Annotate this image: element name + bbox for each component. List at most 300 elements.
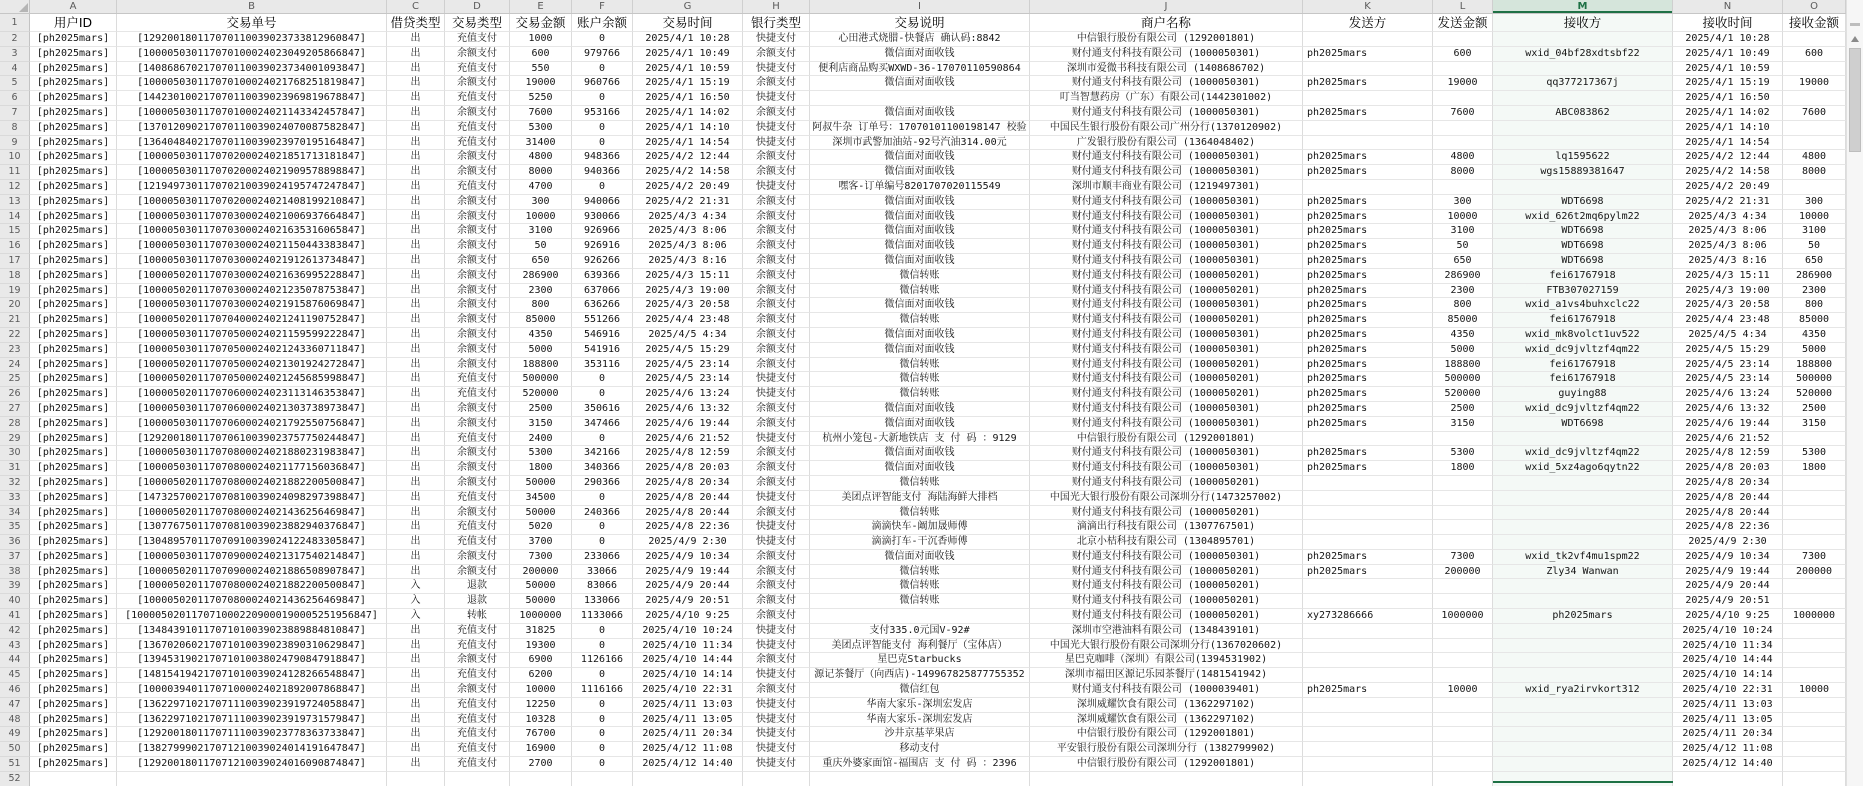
cell-J29[interactable]: 中信银行股份有限公司 (1292001801)	[1030, 432, 1303, 447]
cell-G5[interactable]: 2025/4/1 15:19	[633, 76, 743, 91]
cell-N49[interactable]: 2025/4/11 20:34	[1673, 727, 1783, 742]
cell-B42[interactable]: [134843910117071010039023889884810847]	[117, 624, 387, 639]
cell-B16[interactable]: [100005030117070300024021150443383847]	[117, 239, 387, 254]
cell-L24[interactable]: 188800	[1433, 358, 1493, 373]
row-number-42[interactable]: 42	[0, 624, 30, 639]
cell-K3[interactable]: ph2025mars	[1303, 47, 1433, 62]
cell-F18[interactable]: 639366	[572, 269, 633, 284]
cell-F15[interactable]: 926966	[572, 224, 633, 239]
cell-C34[interactable]: 出	[387, 506, 445, 521]
cell-G48[interactable]: 2025/4/11 13:05	[633, 713, 743, 728]
cell-E40[interactable]: 50000	[510, 594, 572, 609]
cell-O32[interactable]	[1783, 476, 1846, 491]
cell-B39[interactable]: [100005020117070800024021882200500847]	[117, 579, 387, 594]
cell-D20[interactable]: 余额支付	[445, 298, 510, 313]
cell-L29[interactable]	[1433, 432, 1493, 447]
cell-F33[interactable]: 0	[572, 491, 633, 506]
cell-L28[interactable]: 3150	[1433, 417, 1493, 432]
cell-N23[interactable]: 2025/4/5 15:29	[1673, 343, 1783, 358]
cell-O34[interactable]	[1783, 506, 1846, 521]
cell-N37[interactable]: 2025/4/9 10:34	[1673, 550, 1783, 565]
cell-G10[interactable]: 2025/4/2 12:44	[633, 150, 743, 165]
cell-E24[interactable]: 188800	[510, 358, 572, 373]
cell-A12[interactable]: [ph2025mars]	[30, 180, 117, 195]
cell-F47[interactable]: 0	[572, 698, 633, 713]
cell-K14[interactable]: ph2025mars	[1303, 210, 1433, 225]
cell-D40[interactable]: 退款	[445, 594, 510, 609]
cell-I38[interactable]: 微信转账	[810, 565, 1030, 580]
cell-C41[interactable]: 入	[387, 609, 445, 624]
cell-H43[interactable]: 快捷支付	[743, 639, 810, 654]
cell-K7[interactable]: ph2025mars	[1303, 106, 1433, 121]
cell-D21[interactable]: 余额支付	[445, 313, 510, 328]
cell-D22[interactable]: 余额支付	[445, 328, 510, 343]
cell-F3[interactable]: 979766	[572, 47, 633, 62]
cell-N32[interactable]: 2025/4/8 20:34	[1673, 476, 1783, 491]
column-header-C[interactable]: C	[387, 0, 445, 13]
cell-K20[interactable]: ph2025mars	[1303, 298, 1433, 313]
cell-O46[interactable]: 10000	[1783, 683, 1846, 698]
cell-O35[interactable]	[1783, 520, 1846, 535]
cell-A42[interactable]: [ph2025mars]	[30, 624, 117, 639]
cell-A40[interactable]: [ph2025mars]	[30, 594, 117, 609]
cell-L13[interactable]: 300	[1433, 195, 1493, 210]
cell-C39[interactable]: 入	[387, 579, 445, 594]
cell-J51[interactable]: 中信银行股份有限公司 (1292001801)	[1030, 757, 1303, 772]
cell-K25[interactable]: ph2025mars	[1303, 372, 1433, 387]
cell-M16[interactable]: WDT6698	[1493, 239, 1673, 254]
cell-N14[interactable]: 2025/4/3 4:34	[1673, 210, 1783, 225]
header-cell-O1[interactable]: 接收金额	[1783, 14, 1846, 32]
column-header-H[interactable]: H	[743, 0, 810, 13]
cell-N26[interactable]: 2025/4/6 13:24	[1673, 387, 1783, 402]
header-cell-H1[interactable]: 银行类型	[743, 14, 810, 32]
cell-A47[interactable]: [ph2025mars]	[30, 698, 117, 713]
cell-B50[interactable]: [138279990217071210039024014191647847]	[117, 742, 387, 757]
cell-F43[interactable]: 0	[572, 639, 633, 654]
row-number-47[interactable]: 47	[0, 698, 30, 713]
cell-G23[interactable]: 2025/4/5 15:29	[633, 343, 743, 358]
cell-I27[interactable]: 微信面对面收钱	[810, 402, 1030, 417]
cell-G39[interactable]: 2025/4/9 20:44	[633, 579, 743, 594]
cell-J43[interactable]: 中国光大银行股份有限公司深圳分行(1367020602)	[1030, 639, 1303, 654]
cell-J26[interactable]: 财付通支付科技有限公司 (1000050201)	[1030, 387, 1303, 402]
cell-G27[interactable]: 2025/4/6 13:32	[633, 402, 743, 417]
cell-M21[interactable]: fei61767918	[1493, 313, 1673, 328]
cell-O42[interactable]	[1783, 624, 1846, 639]
cell-F48[interactable]: 0	[572, 713, 633, 728]
cell-G8[interactable]: 2025/4/1 14:10	[633, 121, 743, 136]
cell-C38[interactable]: 出	[387, 565, 445, 580]
cell-N18[interactable]: 2025/4/3 15:11	[1673, 269, 1783, 284]
cell-M30[interactable]: wxid_dc9jvltzf4qm22	[1493, 446, 1673, 461]
cell-G4[interactable]: 2025/4/1 10:59	[633, 62, 743, 77]
cell-A3[interactable]: [ph2025mars]	[30, 47, 117, 62]
cell-A45[interactable]: [ph2025mars]	[30, 668, 117, 683]
cell-L17[interactable]: 650	[1433, 254, 1493, 269]
cell-F35[interactable]: 0	[572, 520, 633, 535]
cell-H44[interactable]: 余额支付	[743, 653, 810, 668]
cell-D10[interactable]: 余额支付	[445, 150, 510, 165]
cell-B19[interactable]: [100005020117070300024021235078753847]	[117, 284, 387, 299]
cell-A44[interactable]: [ph2025mars]	[30, 653, 117, 668]
cell-C3[interactable]: 出	[387, 47, 445, 62]
cell-H24[interactable]: 余额支付	[743, 358, 810, 373]
cell-K45[interactable]	[1303, 668, 1433, 683]
cell-B29[interactable]: [129200180117070610039023757750244847]	[117, 432, 387, 447]
cell-L42[interactable]	[1433, 624, 1493, 639]
cell-A35[interactable]: [ph2025mars]	[30, 520, 117, 535]
cell-J39[interactable]: 财付通支付科技有限公司 (1000050201)	[1030, 579, 1303, 594]
column-header-O[interactable]: O	[1783, 0, 1846, 13]
cell-J50[interactable]: 平安银行股份有限公司深圳分行 (1382799902)	[1030, 742, 1303, 757]
cell-O6[interactable]	[1783, 91, 1846, 106]
cell-C11[interactable]: 出	[387, 165, 445, 180]
cell-M48[interactable]	[1493, 713, 1673, 728]
cell-O4[interactable]	[1783, 62, 1846, 77]
cell-O48[interactable]	[1783, 713, 1846, 728]
cell-G19[interactable]: 2025/4/3 19:00	[633, 284, 743, 299]
cell-K24[interactable]: ph2025mars	[1303, 358, 1433, 373]
cell-B36[interactable]: [130489570117070910039024122483305847]	[117, 535, 387, 550]
cell-O3[interactable]: 600	[1783, 47, 1846, 62]
cell-N41[interactable]: 2025/4/10 9:25	[1673, 609, 1783, 624]
cell-L21[interactable]: 85000	[1433, 313, 1493, 328]
cell-L38[interactable]: 200000	[1433, 565, 1493, 580]
row-number-18[interactable]: 18	[0, 269, 30, 284]
cell-E18[interactable]: 286900	[510, 269, 572, 284]
cell-F2[interactable]: 0	[572, 32, 633, 47]
cell-M26[interactable]: guying88	[1493, 387, 1673, 402]
cell-O39[interactable]	[1783, 579, 1846, 594]
cell-I13[interactable]: 微信面对面收钱	[810, 195, 1030, 210]
cell-I19[interactable]: 微信转账	[810, 284, 1030, 299]
cell-J8[interactable]: 中国民生银行股份有限公司广州分行(1370120902)	[1030, 121, 1303, 136]
cell-K12[interactable]	[1303, 180, 1433, 195]
cell-H18[interactable]: 余额支付	[743, 269, 810, 284]
cell-N43[interactable]: 2025/4/10 11:34	[1673, 639, 1783, 654]
cell-B5[interactable]: [100005030117070100024021768251819847]	[117, 76, 387, 91]
cell-M42[interactable]	[1493, 624, 1673, 639]
column-header-F[interactable]: F	[572, 0, 633, 13]
cell-C30[interactable]: 出	[387, 446, 445, 461]
cell-K26[interactable]: ph2025mars	[1303, 387, 1433, 402]
cell-B2[interactable]: [129200180117070110039023733812960847]	[117, 32, 387, 47]
cell-M5[interactable]: qq377217367j	[1493, 76, 1673, 91]
cell-B7[interactable]: [100005030117070100024021143342457847]	[117, 106, 387, 121]
cell-H4[interactable]: 快捷支付	[743, 62, 810, 77]
row-number-26[interactable]: 26	[0, 387, 30, 402]
cell-H49[interactable]: 快捷支付	[743, 727, 810, 742]
cell-L34[interactable]	[1433, 506, 1493, 521]
cell-N21[interactable]: 2025/4/4 23:48	[1673, 313, 1783, 328]
cell-E22[interactable]: 4350	[510, 328, 572, 343]
cell-C17[interactable]: 出	[387, 254, 445, 269]
cell-K43[interactable]	[1303, 639, 1433, 654]
cell-M44[interactable]	[1493, 653, 1673, 668]
cell-K4[interactable]	[1303, 62, 1433, 77]
row-number-2[interactable]: 2	[0, 32, 30, 47]
cell-G41[interactable]: 2025/4/10 9:25	[633, 609, 743, 624]
cell-I18[interactable]: 微信转账	[810, 269, 1030, 284]
row-number-6[interactable]: 6	[0, 91, 30, 106]
cell-F23[interactable]: 541916	[572, 343, 633, 358]
cell-L37[interactable]: 7300	[1433, 550, 1493, 565]
cell-I12[interactable]: 嘿客-订单编号8201707020115549	[810, 180, 1030, 195]
cell-E31[interactable]: 1800	[510, 461, 572, 476]
cell-G17[interactable]: 2025/4/3 8:16	[633, 254, 743, 269]
cell-G52[interactable]	[633, 772, 743, 786]
cell-K32[interactable]	[1303, 476, 1433, 491]
cell-C23[interactable]: 出	[387, 343, 445, 358]
cell-F7[interactable]: 953166	[572, 106, 633, 121]
cell-H41[interactable]: 余额支付	[743, 609, 810, 624]
cell-K5[interactable]: ph2025mars	[1303, 76, 1433, 91]
cell-G7[interactable]: 2025/4/1 14:02	[633, 106, 743, 121]
cell-I3[interactable]: 微信面对面收钱	[810, 47, 1030, 62]
cell-G40[interactable]: 2025/4/9 20:51	[633, 594, 743, 609]
cell-N27[interactable]: 2025/4/6 13:32	[1673, 402, 1783, 417]
cell-C16[interactable]: 出	[387, 239, 445, 254]
cell-A33[interactable]: [ph2025mars]	[30, 491, 117, 506]
cell-G15[interactable]: 2025/4/3 8:06	[633, 224, 743, 239]
cell-A43[interactable]: [ph2025mars]	[30, 639, 117, 654]
cell-K50[interactable]	[1303, 742, 1433, 757]
header-cell-F1[interactable]: 账户余额	[572, 14, 633, 32]
cell-M46[interactable]: wxid_rya2irvkort312	[1493, 683, 1673, 698]
cell-B52[interactable]	[117, 772, 387, 786]
cell-K2[interactable]	[1303, 32, 1433, 47]
cell-A31[interactable]: [ph2025mars]	[30, 461, 117, 476]
cell-H50[interactable]: 快捷支付	[743, 742, 810, 757]
cell-B10[interactable]: [100005030117070200024021851713181847]	[117, 150, 387, 165]
cell-F9[interactable]: 0	[572, 136, 633, 151]
cell-N40[interactable]: 2025/4/9 20:51	[1673, 594, 1783, 609]
cell-D46[interactable]: 余额支付	[445, 683, 510, 698]
cell-M49[interactable]	[1493, 727, 1673, 742]
row-number-40[interactable]: 40	[0, 594, 30, 609]
cell-B17[interactable]: [100005030117070300024021912613734847]	[117, 254, 387, 269]
cell-I46[interactable]: 微信红包	[810, 683, 1030, 698]
cell-I35[interactable]: 滴滴快车-阚加晟师傅	[810, 520, 1030, 535]
cell-I7[interactable]: 微信面对面收钱	[810, 106, 1030, 121]
cell-J23[interactable]: 财付通支付科技有限公司 (1000050301)	[1030, 343, 1303, 358]
cell-G6[interactable]: 2025/4/1 16:50	[633, 91, 743, 106]
row-number-27[interactable]: 27	[0, 402, 30, 417]
cell-K33[interactable]	[1303, 491, 1433, 506]
cell-A52[interactable]	[30, 772, 117, 786]
cell-L7[interactable]: 7600	[1433, 106, 1493, 121]
cell-A37[interactable]: [ph2025mars]	[30, 550, 117, 565]
cell-J20[interactable]: 财付通支付科技有限公司 (1000050301)	[1030, 298, 1303, 313]
row-number-21[interactable]: 21	[0, 313, 30, 328]
cell-I28[interactable]: 微信面对面收钱	[810, 417, 1030, 432]
cell-B47[interactable]: [136229710217071110039023919724058847]	[117, 698, 387, 713]
cell-E28[interactable]: 3150	[510, 417, 572, 432]
cell-L9[interactable]	[1433, 136, 1493, 151]
cell-H12[interactable]: 快捷支付	[743, 180, 810, 195]
cell-D49[interactable]: 充值支付	[445, 727, 510, 742]
cell-I17[interactable]: 微信面对面收钱	[810, 254, 1030, 269]
cell-G25[interactable]: 2025/4/5 23:14	[633, 372, 743, 387]
cell-A28[interactable]: [ph2025mars]	[30, 417, 117, 432]
cell-L44[interactable]	[1433, 653, 1493, 668]
cell-M51[interactable]	[1493, 757, 1673, 772]
cell-K19[interactable]: ph2025mars	[1303, 284, 1433, 299]
cell-H28[interactable]: 余额支付	[743, 417, 810, 432]
cell-I26[interactable]: 微信转账	[810, 387, 1030, 402]
cell-F37[interactable]: 233066	[572, 550, 633, 565]
cell-D2[interactable]: 充值支付	[445, 32, 510, 47]
cell-M19[interactable]: FTB307027159	[1493, 284, 1673, 299]
cell-C40[interactable]: 入	[387, 594, 445, 609]
cell-A24[interactable]: [ph2025mars]	[30, 358, 117, 373]
cell-O33[interactable]	[1783, 491, 1846, 506]
cell-F16[interactable]: 926916	[572, 239, 633, 254]
cell-J47[interactable]: 深圳威耀饮食有限公司 (1362297102)	[1030, 698, 1303, 713]
cell-J33[interactable]: 中国光大银行股份有限公司深圳分行(1473257002)	[1030, 491, 1303, 506]
cell-E16[interactable]: 50	[510, 239, 572, 254]
cell-H20[interactable]: 余额支付	[743, 298, 810, 313]
cell-L8[interactable]	[1433, 121, 1493, 136]
cell-E50[interactable]: 16900	[510, 742, 572, 757]
column-header-I[interactable]: I	[810, 0, 1030, 13]
cell-C10[interactable]: 出	[387, 150, 445, 165]
cell-J24[interactable]: 财付通支付科技有限公司 (1000050201)	[1030, 358, 1303, 373]
cell-N44[interactable]: 2025/4/10 14:44	[1673, 653, 1783, 668]
cell-O45[interactable]	[1783, 668, 1846, 683]
cell-G14[interactable]: 2025/4/3 4:34	[633, 210, 743, 225]
cell-A14[interactable]: [ph2025mars]	[30, 210, 117, 225]
cell-B18[interactable]: [100005020117070300024021636995228847]	[117, 269, 387, 284]
cell-J34[interactable]: 财付通支付科技有限公司 (1000050201)	[1030, 506, 1303, 521]
cell-G37[interactable]: 2025/4/9 10:34	[633, 550, 743, 565]
cell-F50[interactable]: 0	[572, 742, 633, 757]
cell-F29[interactable]: 0	[572, 432, 633, 447]
cell-C26[interactable]: 出	[387, 387, 445, 402]
cell-K40[interactable]	[1303, 594, 1433, 609]
row-number-3[interactable]: 3	[0, 47, 30, 62]
cell-N51[interactable]: 2025/4/12 14:40	[1673, 757, 1783, 772]
cell-E45[interactable]: 6200	[510, 668, 572, 683]
cell-M38[interactable]: Zly34 Wanwan	[1493, 565, 1673, 580]
cell-N19[interactable]: 2025/4/3 19:00	[1673, 284, 1783, 299]
row-number-35[interactable]: 35	[0, 520, 30, 535]
cell-O13[interactable]: 300	[1783, 195, 1846, 210]
cell-N28[interactable]: 2025/4/6 19:44	[1673, 417, 1783, 432]
cell-I36[interactable]: 滴滴打车-干沉香师傅	[810, 535, 1030, 550]
column-header-E[interactable]: E	[510, 0, 572, 13]
cell-D7[interactable]: 余额支付	[445, 106, 510, 121]
cell-M25[interactable]: fei61767918	[1493, 372, 1673, 387]
cell-L16[interactable]: 50	[1433, 239, 1493, 254]
header-cell-I1[interactable]: 交易说明	[810, 14, 1030, 32]
cell-D48[interactable]: 充值支付	[445, 713, 510, 728]
cell-O50[interactable]	[1783, 742, 1846, 757]
cell-E27[interactable]: 2500	[510, 402, 572, 417]
cell-F13[interactable]: 940066	[572, 195, 633, 210]
cell-J41[interactable]: 财付通支付科技有限公司 (1000050201)	[1030, 609, 1303, 624]
cell-L45[interactable]	[1433, 668, 1493, 683]
cell-K23[interactable]: ph2025mars	[1303, 343, 1433, 358]
cell-E25[interactable]: 500000	[510, 372, 572, 387]
cell-G18[interactable]: 2025/4/3 15:11	[633, 269, 743, 284]
cell-C28[interactable]: 出	[387, 417, 445, 432]
cell-N12[interactable]: 2025/4/2 20:49	[1673, 180, 1783, 195]
cell-K8[interactable]	[1303, 121, 1433, 136]
cell-A18[interactable]: [ph2025mars]	[30, 269, 117, 284]
row-number-12[interactable]: 12	[0, 180, 30, 195]
cell-K15[interactable]: ph2025mars	[1303, 224, 1433, 239]
cell-J15[interactable]: 财付通支付科技有限公司 (1000050301)	[1030, 224, 1303, 239]
cell-E4[interactable]: 550	[510, 62, 572, 77]
cell-L36[interactable]	[1433, 535, 1493, 550]
cell-M37[interactable]: wxid_tk2vf4mu1spm22	[1493, 550, 1673, 565]
cell-M15[interactable]: WDT6698	[1493, 224, 1673, 239]
cell-O25[interactable]: 500000	[1783, 372, 1846, 387]
cell-D28[interactable]: 余额支付	[445, 417, 510, 432]
cell-J37[interactable]: 财付通支付科技有限公司 (1000050301)	[1030, 550, 1303, 565]
cell-E43[interactable]: 19300	[510, 639, 572, 654]
cell-C14[interactable]: 出	[387, 210, 445, 225]
cell-N39[interactable]: 2025/4/9 20:44	[1673, 579, 1783, 594]
cell-E13[interactable]: 300	[510, 195, 572, 210]
cell-K21[interactable]: ph2025mars	[1303, 313, 1433, 328]
cell-H38[interactable]: 余额支付	[743, 565, 810, 580]
cell-H10[interactable]: 余额支付	[743, 150, 810, 165]
cell-M2[interactable]	[1493, 32, 1673, 47]
column-header-G[interactable]: G	[633, 0, 743, 13]
cell-I29[interactable]: 杭州小笼包-大新地铁店 支 付 码 ：9129	[810, 432, 1030, 447]
cell-A26[interactable]: [ph2025mars]	[30, 387, 117, 402]
cell-D33[interactable]: 充值支付	[445, 491, 510, 506]
row-number-33[interactable]: 33	[0, 491, 30, 506]
cell-H45[interactable]: 快捷支付	[743, 668, 810, 683]
cell-K28[interactable]: ph2025mars	[1303, 417, 1433, 432]
cell-D29[interactable]: 充值支付	[445, 432, 510, 447]
cell-H9[interactable]: 快捷支付	[743, 136, 810, 151]
cell-G36[interactable]: 2025/4/9 2:30	[633, 535, 743, 550]
cell-O8[interactable]	[1783, 121, 1846, 136]
cell-G45[interactable]: 2025/4/10 14:14	[633, 668, 743, 683]
cell-O23[interactable]: 5000	[1783, 343, 1846, 358]
cell-E26[interactable]: 520000	[510, 387, 572, 402]
cell-J31[interactable]: 财付通支付科技有限公司 (1000050301)	[1030, 461, 1303, 476]
cell-I9[interactable]: 深圳市武警加油站-92号汽油314.00元	[810, 136, 1030, 151]
cell-I11[interactable]: 微信面对面收钱	[810, 165, 1030, 180]
cell-L33[interactable]	[1433, 491, 1493, 506]
scrollbar-thumb[interactable]	[1849, 48, 1861, 152]
cell-B44[interactable]: [139453190217071010038024790847918847]	[117, 653, 387, 668]
cell-N45[interactable]: 2025/4/10 14:14	[1673, 668, 1783, 683]
cell-I50[interactable]: 移动支付	[810, 742, 1030, 757]
cell-D16[interactable]: 余额支付	[445, 239, 510, 254]
cell-H5[interactable]: 余额支付	[743, 76, 810, 91]
cell-L10[interactable]: 4800	[1433, 150, 1493, 165]
header-cell-L1[interactable]: 发送金额	[1433, 14, 1493, 32]
cell-H48[interactable]: 快捷支付	[743, 713, 810, 728]
cell-D26[interactable]: 充值支付	[445, 387, 510, 402]
column-header-N[interactable]: N	[1673, 0, 1783, 13]
cell-K18[interactable]: ph2025mars	[1303, 269, 1433, 284]
cell-F4[interactable]: 0	[572, 62, 633, 77]
cell-N5[interactable]: 2025/4/1 15:19	[1673, 76, 1783, 91]
cell-D51[interactable]: 充值支付	[445, 757, 510, 772]
cell-K31[interactable]: ph2025mars	[1303, 461, 1433, 476]
cell-D41[interactable]: 转帐	[445, 609, 510, 624]
cell-K47[interactable]	[1303, 698, 1433, 713]
cell-E33[interactable]: 34500	[510, 491, 572, 506]
